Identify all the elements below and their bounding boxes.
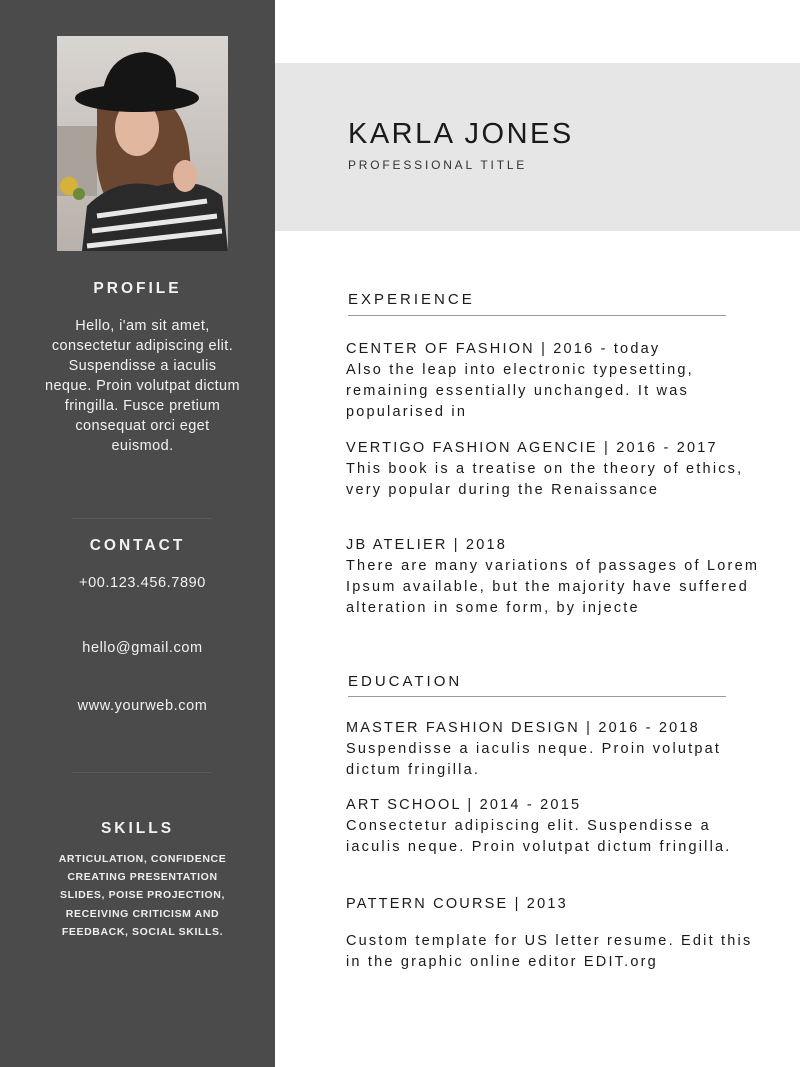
profile-heading: PROFILE <box>93 280 182 297</box>
profile-photo <box>57 36 228 251</box>
contact-email[interactable]: hello@gmail.com <box>82 640 203 656</box>
entry-description: Also the leap into electronic typesetting, remaining essentially unchanged. It was popularised in <box>346 362 694 420</box>
sidebar-divider <box>72 772 212 773</box>
experience-entry <box>346 438 766 501</box>
person-name: KARLA JONES <box>348 118 574 150</box>
entry-title: JB ATELIER | 2018 <box>346 537 507 553</box>
contact-heading: CONTACT <box>89 537 186 554</box>
experience-rule <box>348 315 726 316</box>
education-entry <box>346 894 766 973</box>
entry-title: PATTERN COURSE | 2013 <box>346 896 568 912</box>
entry-title: ART SCHOOL | 2014 - 2015 <box>346 797 582 813</box>
entry-description: This book is a treatise on the theory of ethics, very popular during the Renaissance <box>346 461 744 498</box>
experience-heading: EXPERIENCE <box>348 291 475 308</box>
skills-text: ARTICULATION, CONFIDENCE CREATING PRESENTATION SLIDES, POISE PROJECTION, RECEIVING CRITICISM AND FEEDBACK, SOCIAL SKILLS. <box>58 853 227 938</box>
professional-title: PROFESSIONAL TITLE <box>348 158 528 172</box>
entry-description: Consectetur adipiscing elit. Suspendisse a iaculis neque. Proin volutpat dictum fringilla. <box>346 818 732 855</box>
entry-title: MASTER FASHION DESIGN | 2016 - 2018 <box>346 720 700 736</box>
entry-description: Custom template for US letter resume. Edit this in the graphic online editor EDIT.org <box>346 933 753 970</box>
education-entry <box>346 718 766 781</box>
sidebar-divider <box>72 518 212 519</box>
contact-phone[interactable]: +00.123.456.7890 <box>79 575 206 591</box>
entry-title: VERTIGO FASHION AGENCIE | 2016 - 2017 <box>346 440 718 456</box>
experience-entry <box>346 535 766 619</box>
profile-text: Hello, i'am sit amet, consectetur adipiscing elit. Suspendisse a iaculis neque. Proin volutpat dictum fringilla. Fusce pretium consequat orci eget euismod. <box>45 318 240 454</box>
education-rule <box>348 696 726 697</box>
sidebar <box>0 0 275 1067</box>
education-entry <box>346 795 766 858</box>
skills-heading: SKILLS <box>100 820 175 837</box>
entry-title: CENTER OF FASHION | 2016 - today <box>346 341 661 357</box>
entry-description: There are many variations of passages of Lorem Ipsum available, but the majority have suffered alteration in some form, by injecte <box>346 558 760 616</box>
entry-description: Suspendisse a iaculis neque. Proin volutpat dictum fringilla. <box>346 741 722 778</box>
education-heading: EDUCATION <box>348 673 463 690</box>
contact-website[interactable]: www.yourweb.com <box>77 698 208 714</box>
experience-entry <box>346 339 766 423</box>
